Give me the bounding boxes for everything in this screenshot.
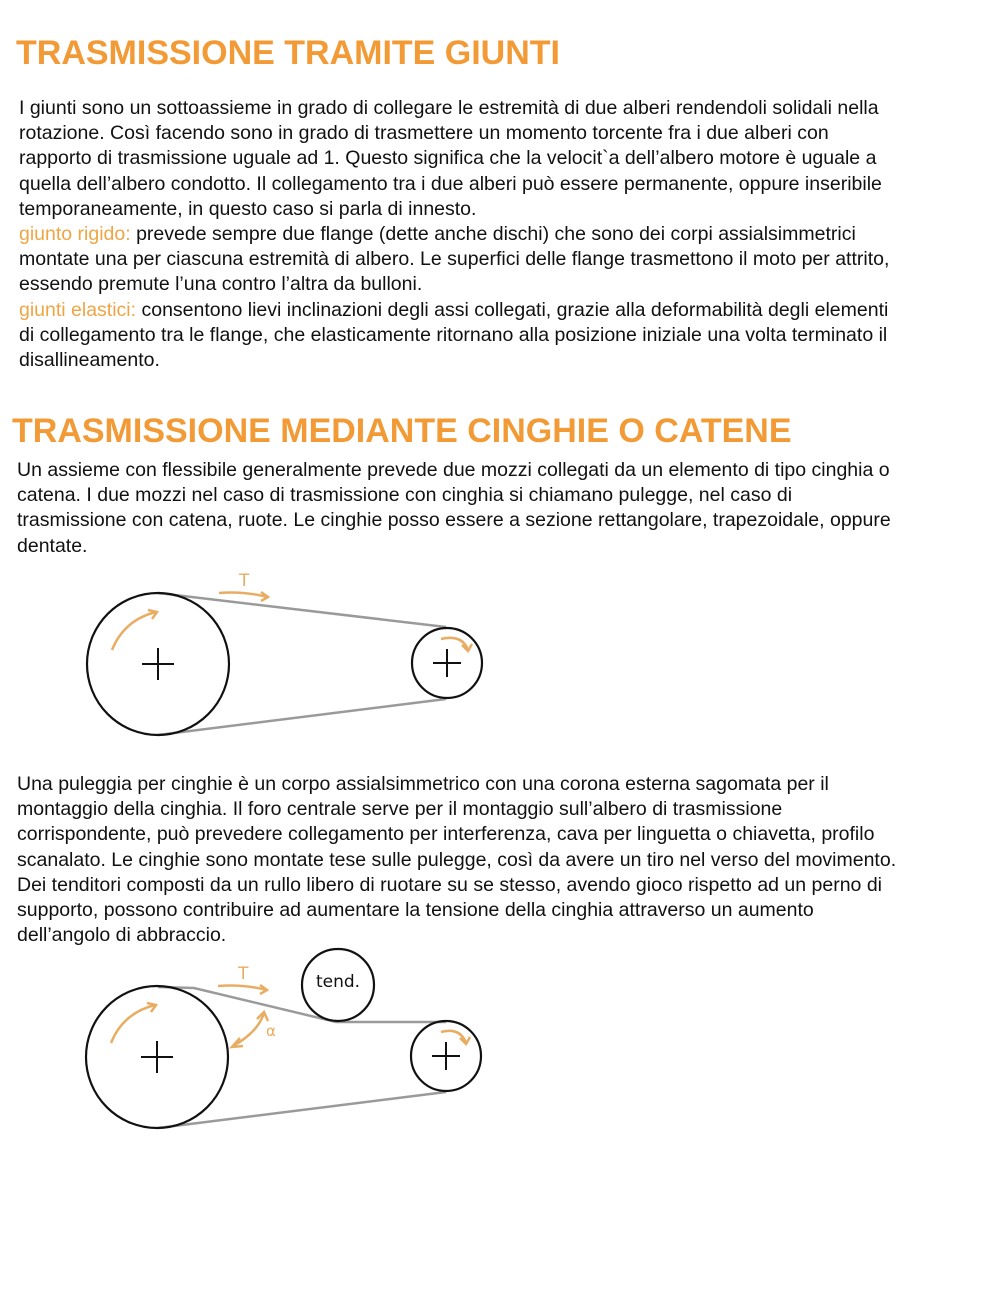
text-line: Dei tenditori composti da un rullo libero di ruotare su se stesso, avendo gioco rispetto ad un perno di: [17, 873, 882, 896]
belt-lower-segment: [158, 699, 446, 735]
text-line: I giunti sono un sottoassieme in grado di collegare le estremità di due alberi rendendoli solidali nella: [19, 97, 879, 119]
text-line: rapporto di trasmissione uguale ad 1. Questo significa che la velocit`a dell’albero motore è uguale a: [19, 147, 877, 170]
elastic-joint-term: giunti elastici:: [19, 298, 137, 321]
tensioner-label: tend.: [315, 972, 361, 992]
driven-pulley-center-mark: [432, 1042, 460, 1070]
rotation-arrow-icon: [111, 1005, 155, 1043]
text-line: quella dell’albero condotto. Il collegamento tra i due alberi può essere permanente, oppure inseribile: [19, 172, 882, 195]
pulley-paragraph: [17, 772, 997, 948]
text-line: supporto, possono contribuire ad aumentare la tensione della cinghia attraverso un aumento: [17, 899, 814, 922]
text-line: Una puleggia per cinghie è un corpo assialsimmetrico con una corona esterna sagomata per il: [17, 773, 829, 795]
rigid-joint-text: prevede sempre due flange (dette anche dischi) che sono dei corpi assialsimmetrici: [130, 223, 856, 246]
elastic-joint-line: [19, 298, 994, 323]
elastic-joint-text: consentono lievi inclinazioni degli assi collegati, grazie alla deformabilità degli elementi: [136, 298, 889, 321]
joints-paragraph: [19, 96, 994, 373]
text-line: temporaneamente, in questo caso si parla di innesto.: [19, 197, 477, 220]
text-line: dell’angolo di abbraccio.: [17, 924, 227, 947]
rigid-joint-term: giunto rigido:: [19, 223, 131, 246]
text-line: scanalato. Le cinghie sono montate tese sulle pulegge, così da avere un tiro nel verso del movimento.: [17, 848, 897, 871]
text-line: essendo premute l’una contro l’altra da bulloni.: [19, 273, 423, 296]
text-line: dentate.: [17, 534, 88, 557]
text-line: corrispondente, può prevedere collegamento per interferenza, cava per linguetta o chiavetta, profilo: [17, 823, 875, 846]
tension-label: T: [239, 571, 250, 591]
section-title-joints: TRASMISSIONE TRAMITE GIUNTI: [16, 34, 560, 72]
belts-paragraph: [17, 458, 992, 559]
driving-pulley-center-mark: [142, 648, 174, 680]
text-line: montaggio della cinghia. Il foro centrale serve per il montaggio sull’albero di trasmissione: [17, 798, 783, 821]
wrap-angle-label: α: [266, 1022, 276, 1040]
text-line: disallineamento.: [19, 349, 160, 372]
belt-drive-diagram: [0, 560, 520, 750]
driven-pulley-center-mark: [433, 649, 461, 677]
belt-lower-segment: [158, 1092, 446, 1128]
text-line: montate una per ciascuna estremità di albero. Le superfici delle flange trasmettono il moto per attrito,: [19, 248, 890, 271]
section-title-belts: TRASMISSIONE MEDIANTE CINGHIE O CATENE: [12, 412, 792, 450]
text-line: catena. I due mozzi nel caso di trasmissione con cinghia si chiamano pulegge, nel caso di: [17, 484, 793, 507]
belt-tensioner-diagram: [0, 940, 520, 1140]
rigid-joint-line: [19, 222, 994, 247]
text-line: di collegamento tra le flange, che elasticamente ritornano alla posizione iniziale una volta terminato il: [19, 323, 888, 346]
text-line: trasmissione con catena, ruote. Le cinghie posso essere a sezione rettangolare, trapezoidale, oppure: [17, 509, 891, 532]
text-line: rotazione. Così facendo sono in grado di trasmettere un momento torcente fra i due alberi con: [19, 122, 829, 145]
driving-pulley-center-mark: [141, 1041, 173, 1073]
rotation-arrow-icon: [112, 612, 156, 650]
text-line: Un assieme con flessibile generalmente prevede due mozzi collegati da un elemento di tipo cinghia o: [17, 459, 890, 481]
belt-upper-segment: [158, 593, 446, 627]
tension-label: T: [238, 964, 249, 984]
